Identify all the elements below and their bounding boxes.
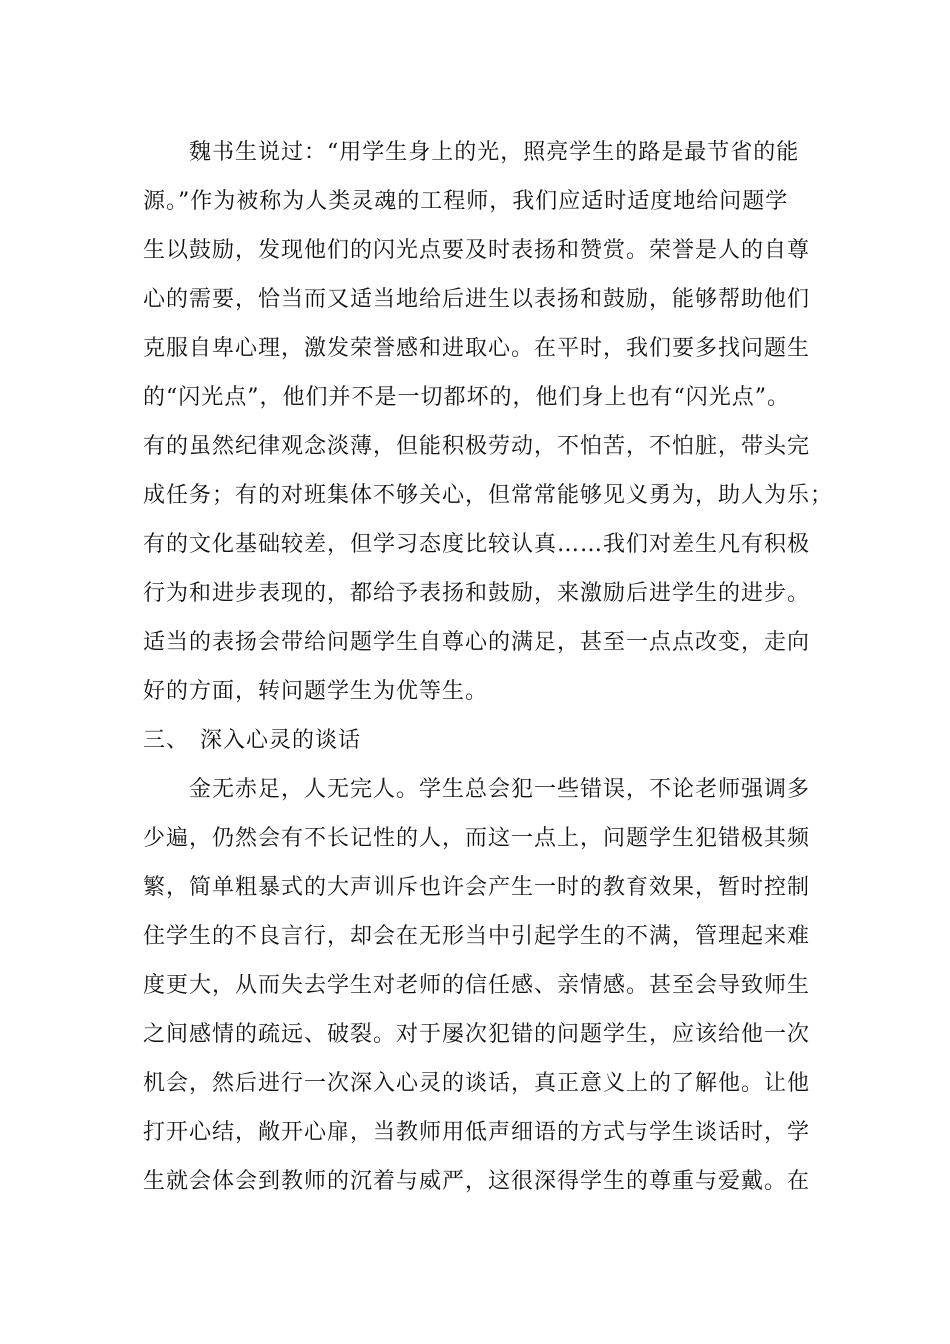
paragraph-line: 之间感情的疏远、破裂。对于屡次犯错的问题学生，应该给他一次 <box>143 1022 811 1047</box>
section-title: 深入心灵的谈话 <box>200 728 362 753</box>
paragraph-line: 成任务；有的对班集体不够关心，但常常能够见义勇为，助人为乐； <box>143 483 834 508</box>
paragraph-line: 适当的表扬会带给问题学生自尊心的满足，甚至一点点改变，走向 <box>143 630 811 655</box>
paragraph-line: 少遍，仍然会有不长记性的人，而这一点上，问题学生犯错极其频 <box>143 826 811 851</box>
paragraph-line: 度更大，从而失去学生对老师的信任感、亲情感。甚至会导致师生 <box>143 973 811 998</box>
paragraph-line: 生以鼓励，发现他们的闪光点要及时表扬和赞赏。荣誉是人的自尊 <box>143 238 811 263</box>
paragraph-line: 好的方面，转问题学生为优等生。 <box>143 679 489 704</box>
paragraph-line: 魏书生说过：“用学生身上的光，照亮学生的路是最节省的能 <box>189 140 800 165</box>
paragraph-line: 心的需要，恰当而又适当地给后进生以表扬和鼓励，能够帮助他们 <box>143 287 811 312</box>
paragraph-line: 金无赤足，人无完人。学生总会犯一些错误，不论老师强调多 <box>189 777 811 802</box>
paragraph-line: 行为和进步表现的，都给予表扬和鼓励，来激励后进学生的进步。 <box>143 581 811 606</box>
paragraph-line: 源。”作为被称为人类灵魂的工程师，我们应适时适度地给问题学 <box>143 189 789 214</box>
paragraph-line: 有的文化基础较差，但学习态度比较认真……我们对差生凡有积极 <box>143 532 811 557</box>
paragraph-line: 有的虽然纪律观念淡薄，但能积极劳动，不怕苦，不怕脏，带头完 <box>143 434 811 459</box>
paragraph-line: 生就会体会到教师的沉着与威严，这很深得学生的尊重与爱戴。在 <box>143 1169 811 1194</box>
paragraph-line: 机会，然后进行一次深入心灵的谈话，真正意义上的了解他。让他 <box>143 1071 811 1096</box>
section-number: 三、 <box>143 728 190 753</box>
paragraph-line: 住学生的不良言行，却会在无形当中引起学生的不满，管理起来难 <box>143 924 811 949</box>
paragraph-line: 的“闪光点”，他们并不是一切都坏的，他们身上也有“闪光点”。 <box>143 385 790 410</box>
paragraph-line: 克服自卑心理，激发荣誉感和进取心。在平时，我们要多找问题生 <box>143 336 811 361</box>
paragraph-line: 打开心结，敞开心扉，当教师用低声细语的方式与学生谈话时，学 <box>143 1120 811 1145</box>
paragraph-line: 繁，简单粗暴式的大声训斥也许会产生一时的教育效果，暂时控制 <box>143 875 811 900</box>
